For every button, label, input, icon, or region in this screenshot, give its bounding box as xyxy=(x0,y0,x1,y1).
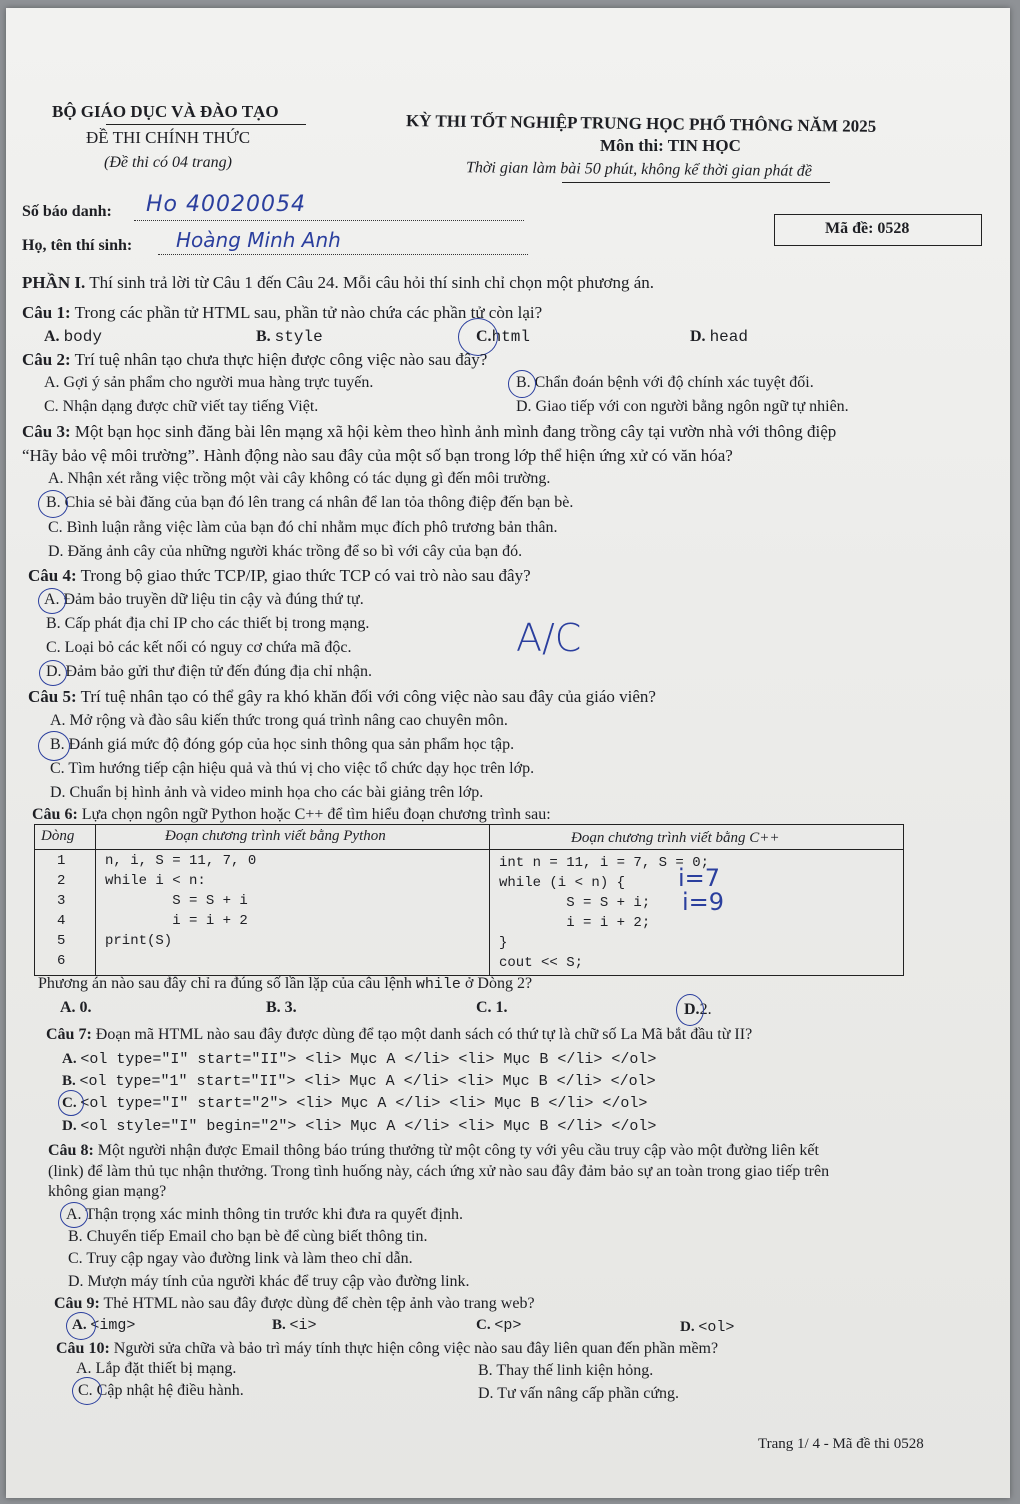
part1-text: Thí sinh trả lời từ Câu 1 đến Câu 24. Mỗi câu hỏi thí sinh chỉ chọn một phương án. xyxy=(85,273,654,292)
q9-c-letter: C. xyxy=(476,1317,491,1333)
q6-option-c: C. 1. xyxy=(476,999,508,1016)
q6-code-table xyxy=(34,824,904,976)
q9-b-code: <i> xyxy=(289,1317,317,1334)
q6-d-letter: D. xyxy=(684,1001,700,1018)
q6-python-line: while i < n: xyxy=(105,873,206,889)
q7-a-code: <ol type="I" start="II"> <li> Mục A </li> <li> Mục B </li> </ol> xyxy=(80,1051,657,1068)
q6-option-a: A. 0. xyxy=(60,999,92,1016)
exam-code: Mã đề: 0528 xyxy=(825,220,910,237)
q7-option-d xyxy=(62,1118,656,1135)
q4-stem xyxy=(28,566,531,586)
q5-option-b: B. Đánh giá mức độ đóng góp của học sinh thông qua sản phẩm học tập. xyxy=(50,736,515,753)
candidate-id-line xyxy=(134,220,524,221)
q1-a-code: body xyxy=(63,328,102,346)
q8-option-d: D. Mượn máy tính của người khác để truy cập vào đường link. xyxy=(68,1273,470,1290)
q6-line-number: 2 xyxy=(57,873,66,889)
q6-python-line: S = S + i xyxy=(105,893,248,909)
ministry-underline xyxy=(106,124,306,125)
q6-header-sep xyxy=(35,849,903,850)
q10-option-c: C. Cập nhật hệ điều hành. xyxy=(78,1382,244,1399)
q6-col-cpp: Đoạn chương trình viết bằng C++ xyxy=(571,830,780,846)
q9-answer-circle xyxy=(66,1312,96,1340)
q8-option-a: A. Thận trọng xác minh thông tin trước khi đưa ra quyết định. xyxy=(66,1206,463,1223)
q6-text: Lựa chọn ngôn ngữ Python hoặc C++ để tìm hiểu đoạn chương trình sau: xyxy=(77,806,551,823)
page-footer: Trang 1/ 4 - Mã đề thi 0528 xyxy=(758,1436,924,1452)
q9-option-c xyxy=(476,1317,521,1334)
exam-code-box xyxy=(774,214,982,246)
q3-option-a: A. Nhận xét rằng việc trồng một vài cây không có tác dụng gì đến môi trường. xyxy=(48,470,551,487)
q6-handwritten-1: i=7 xyxy=(678,864,721,892)
q9-b-letter: B. xyxy=(272,1317,286,1333)
q4-d-circle xyxy=(39,660,67,686)
q6-cpp-line: i = i + 2; xyxy=(499,915,651,931)
q1-a-letter: A. xyxy=(44,328,60,345)
q5-option-c: C. Tìm hướng tiếp cận hiệu quả và thú vị cho việc tổ chức dạy học trên lớp. xyxy=(50,760,535,777)
q6-col-sep-1 xyxy=(95,825,96,975)
q7-a-letter: A. xyxy=(62,1051,77,1067)
q1-c-letter: C. xyxy=(476,328,492,345)
q10-answer-circle xyxy=(72,1377,102,1405)
q7-b-code: <ol type="1" start="II"> <li> Mục A </li> <li> Mục B </li> </ol> xyxy=(79,1073,656,1090)
q6-col-line: Dòng xyxy=(41,828,75,844)
q8-stem-line3: không gian mạng? xyxy=(48,1183,167,1200)
q3-label: Câu 3: xyxy=(22,422,71,441)
q8-text1: Một người nhận được Email thông báo trúng thưởng từ một công ty với yêu cầu truy cập vào một đường liên kết xyxy=(93,1142,819,1159)
q1-option-d xyxy=(690,328,748,346)
pages-note: (Đề thi có 04 trang) xyxy=(104,154,232,171)
q8-option-c: C. Truy cập ngay vào đường link và làm theo chỉ dẫn. xyxy=(68,1250,413,1267)
q3-stem-line1 xyxy=(22,422,836,442)
q2-option-a: A. Gợi ý sản phẩm cho người mua hàng trực tuyến. xyxy=(44,374,374,391)
q7-d-letter: D. xyxy=(62,1118,77,1134)
q9-option-d xyxy=(680,1319,734,1336)
q1-b-code: style xyxy=(274,328,323,346)
q5-option-d: D. Chuẩn bị hình ảnh và video minh họa cho các bài giảng trên lớp. xyxy=(50,784,484,801)
q5-text: Trí tuệ nhân tạo có thể gây ra khó khăn đối với công việc nào sau đây của giáo viên? xyxy=(76,687,656,706)
q6-cpp-line: } xyxy=(499,935,508,951)
q1-option-b xyxy=(256,328,323,346)
q5-option-a: A. Mở rộng và đào sâu kiến thức trong quá trình nâng cao chuyên môn. xyxy=(50,712,508,729)
q8-label: Câu 8: xyxy=(48,1142,94,1159)
q1-c-code: html xyxy=(491,328,530,346)
q7-d-code: <ol style="I" begin="2"> <li> Mục A </li> <li> Mục B </li> </ol> xyxy=(80,1118,657,1135)
q6-answer-circle xyxy=(676,994,704,1026)
q6-line-number: 6 xyxy=(57,953,66,969)
q7-c-code: <ol type="I" start="2"> <li> Mục A </li> <li> Mục B </li> </ol> xyxy=(80,1095,648,1112)
time-underline xyxy=(562,182,830,183)
q2-stem xyxy=(22,350,487,370)
q2-answer-circle xyxy=(508,370,536,398)
q7-label: Câu 7: xyxy=(46,1026,92,1043)
q1-b-letter: B. xyxy=(256,328,271,345)
q3-stem-line2: “Hãy bảo vệ môi trường”. Hành động nào sau đây của một số bạn trong lớp thể hiện ứng xử có văn hóa? xyxy=(22,446,733,465)
q1-option-a xyxy=(44,328,102,346)
q7-text: Đoạn mã HTML nào sau đây được dùng để tạo một danh sách có thứ tự là chữ số La Mã bắt đầu từ II? xyxy=(91,1026,753,1043)
q6-question-pre: Phương án nào sau đây chỉ ra đúng số lần lặp của câu lệnh xyxy=(38,975,416,992)
q4-option-d: D. Đảm bảo gửi thư điện tử đến đúng địa chỉ nhận. xyxy=(46,663,372,680)
q4-text: Trong bộ giao thức TCP/IP, giao thức TCP có vai trò nào sau đây? xyxy=(76,566,531,585)
q7-stem xyxy=(46,1026,752,1044)
q6-question xyxy=(38,975,532,993)
q4-option-c: C. Loại bỏ các kết nối có nguy cơ chứa mã độc. xyxy=(46,639,352,656)
q3-option-c: C. Bình luận rằng việc làm của bạn đó chỉ nhằm mục đích phô trương bản thân. xyxy=(48,519,558,536)
q9-d-code: <ol> xyxy=(698,1319,735,1336)
exam-title: KỲ THI TỐT NGHIỆP TRUNG HỌC PHỔ THÔNG NĂM 2025 xyxy=(405,111,877,136)
q1-d-code: head xyxy=(709,328,748,346)
q6-stem xyxy=(32,806,551,824)
q8-stem-line2: (link) để làm thủ tục nhận thưởng. Trong tình huống này, cách ứng xử nào sau đây đảm bảo sự an toàn trong giao tiếp trên xyxy=(48,1163,830,1180)
q9-c-code: <p> xyxy=(494,1317,522,1334)
q3-option-d: D. Đăng ảnh cây của những người khác trồng để so bì với cây của bạn đó. xyxy=(48,543,523,560)
candidate-name-label: Họ, tên thí sinh: xyxy=(22,237,133,254)
q8-option-b: B. Chuyển tiếp Email cho bạn bè để cùng biết thông tin. xyxy=(68,1228,428,1245)
q6-line-number: 3 xyxy=(57,893,66,909)
q9-a-letter: A. xyxy=(72,1317,87,1333)
q10-option-d: D. Tư vấn nâng cấp phần cứng. xyxy=(478,1385,679,1402)
q6-python-line: print(S) xyxy=(105,933,173,949)
q6-question-code: while xyxy=(415,976,461,993)
q6-python-line: i = i + 2 xyxy=(105,913,248,929)
q6-option-b: B. 3. xyxy=(266,999,297,1016)
q9-d-letter: D. xyxy=(680,1319,695,1335)
q6-line-number: 4 xyxy=(57,913,66,929)
q7-answer-circle xyxy=(58,1090,84,1116)
q9-option-b xyxy=(272,1317,317,1334)
q1-stem xyxy=(22,303,542,323)
q5-stem xyxy=(28,687,656,707)
q1-label: Câu 1: xyxy=(22,303,71,322)
candidate-name-handwritten: Hoàng Minh Anh xyxy=(176,228,341,252)
candidate-id-label: Số báo danh: xyxy=(22,203,112,220)
q6-cpp-line: while (i < n) { xyxy=(499,875,626,891)
q7-option-c xyxy=(62,1095,647,1112)
candidate-name-line xyxy=(158,254,528,255)
q6-python-line: n, i, S = 11, 7, 0 xyxy=(105,853,257,869)
q7-option-b xyxy=(62,1073,656,1090)
subject: Môn thi: TIN HỌC xyxy=(600,136,741,155)
q4-handwritten-note: A/C xyxy=(516,616,582,660)
q9-stem xyxy=(54,1295,535,1313)
q7-c-letter: C. xyxy=(62,1095,77,1111)
q6-col-sep-2 xyxy=(489,825,490,975)
q1-text: Trong các phần tử HTML sau, phần tử nào chứa các phần tử còn lại? xyxy=(70,303,543,322)
q6-handwritten-2: i=9 xyxy=(682,888,725,916)
q8-answer-circle xyxy=(60,1202,88,1228)
time-note: Thời gian làm bài 50 phút, không kể thời gian phát đề xyxy=(465,159,813,180)
q6-question-post: ở Dòng 2? xyxy=(460,975,533,992)
q4-option-a: A. Đảm bảo truyền dữ liệu tin cậy và đúng thứ tự. xyxy=(44,591,364,608)
q4-option-b: B. Cấp phát địa chỉ IP cho các thiết bị trong mạng. xyxy=(46,615,370,632)
q10-text: Người sửa chữa và bảo trì máy tính thực hiện công việc nào sau đây liên quan đến phần mềm? xyxy=(109,1340,719,1357)
q5-label: Câu 5: xyxy=(28,687,77,706)
q4-label: Câu 4: xyxy=(28,566,77,585)
q6-cpp-line: cout << S; xyxy=(499,955,584,971)
q10-label: Câu 10: xyxy=(56,1340,110,1357)
candidate-id-handwritten: Ho 40020054 xyxy=(146,192,306,217)
part1-intro xyxy=(22,273,654,293)
q2-option-c: C. Nhận dạng được chữ viết tay tiếng Việt. xyxy=(44,398,319,415)
official-label: ĐỀ THI CHÍNH THỨC xyxy=(86,128,251,147)
q9-label: Câu 9: xyxy=(54,1295,100,1312)
q6-label: Câu 6: xyxy=(32,806,78,823)
q2-option-d: D. Giao tiếp với con người bằng ngôn ngữ tự nhiên. xyxy=(516,398,849,415)
q6-cpp-line: S = S + i; xyxy=(499,895,651,911)
q4-answer-circle xyxy=(38,588,66,614)
q6-line-number: 5 xyxy=(57,933,66,949)
ministry-name: BỘ GIÁO DỤC VÀ ĐÀO TẠO xyxy=(52,102,279,121)
q10-option-b: B. Thay thế linh kiện hỏng. xyxy=(478,1362,654,1379)
q6-col-python: Đoạn chương trình viết bằng Python xyxy=(165,828,386,844)
part1-label: PHẦN I. xyxy=(22,273,86,292)
q1-d-letter: D. xyxy=(690,328,706,345)
q2-option-b: B. Chẩn đoán bệnh với độ chính xác tuyệt đối. xyxy=(516,374,814,391)
q10-stem xyxy=(56,1340,718,1358)
q7-b-letter: B. xyxy=(62,1073,76,1089)
q2-label: Câu 2: xyxy=(22,350,71,369)
q9-text: Thẻ HTML nào sau đây được dùng để chèn tệp ảnh vào trang web? xyxy=(99,1295,535,1312)
q6-line-number: 1 xyxy=(57,853,66,869)
q7-option-a xyxy=(62,1051,656,1068)
q3-answer-circle xyxy=(38,490,68,518)
q6-cpp-line: int n = 11, i = 7, S = 0; xyxy=(499,855,710,871)
q3-option-b: B. Chia sẻ bài đăng của bạn đó lên trang cá nhân để lan tỏa thông điệp đến bạn bè. xyxy=(46,494,574,511)
exam-page xyxy=(6,8,1010,1498)
q9-a-code: <img> xyxy=(90,1317,136,1334)
q2-text: Trí tuệ nhân tạo chưa thực hiện được công việc nào sau đây? xyxy=(70,350,488,369)
q10-option-a: A. Lắp đặt thiết bị mạng. xyxy=(76,1360,237,1377)
q8-stem-line1 xyxy=(48,1142,819,1160)
q6-d-text: 2. xyxy=(699,1001,712,1018)
q5-answer-circle xyxy=(38,731,70,761)
q3-text1: Một bạn học sinh đăng bài lên mạng xã hội kèm theo hình ảnh mình đang trồng cây tại vườn nhà với thông điệp xyxy=(70,422,837,441)
